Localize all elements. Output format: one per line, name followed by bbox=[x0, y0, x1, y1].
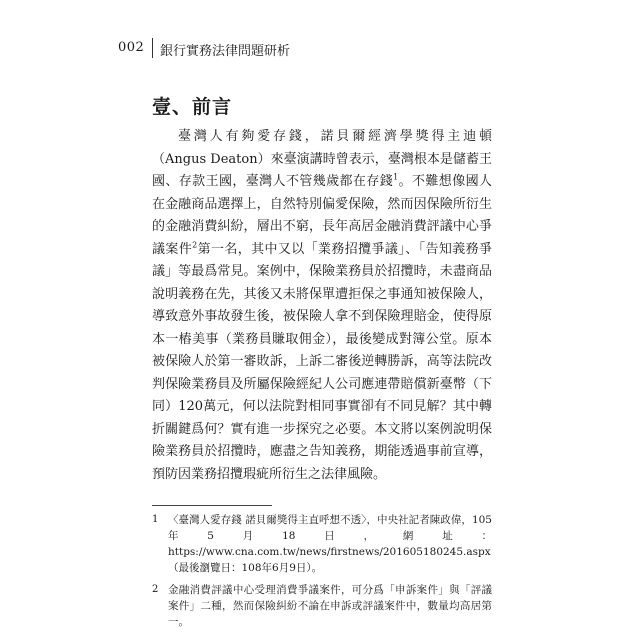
footnote-2 bbox=[152, 582, 492, 630]
footnote-number: 2 bbox=[152, 584, 159, 595]
footnote-text: 〈臺灣人愛存錢 諾貝爾獎得主直呼想不透〉，中央社記者陳政偉，105年5月18日，網址：https://www.cna.com.tw/news/firstnews/201605180245.aspx（最後瀏覽日：108年6月9日）。 bbox=[168, 514, 492, 574]
footnote-text: 金融消費評議中心受理消費爭議案件，可分爲「申訴案件」與「評議案件」二種，然而保險糾紛不論在申訴或評議案件中，數量均高居第一。 bbox=[168, 584, 492, 628]
footnote-divider bbox=[152, 505, 272, 506]
page-number: 002 bbox=[118, 40, 145, 55]
body-text-part-3: 第一名，其中又以「業務招攬爭議」、「告知義務爭議」等最爲常見。案例中，保險業務員於招攬時，未盡商品說明義務在先，其後又未將保單遭拒保之事通知被保險人，導致意外事故發生後，被保險人拿不到保險理賠金，使得原本一樁美事（業務員賺取佣金），最後變成對簿公堂。原本被保險人於第一審敗訴，上訴二審後逆轉勝訴，高等法院改判保險業務員及所屬保險經紀人公司應連帶賠償新臺幣（下同）120萬元，何以法院對相同事實卻有不同見解？其中轉折關鍵爲何？實有進一步探究之必要。本文將以案例說明保險業務員於招攬時，應盡之告知義務，期能透過事前宣導，預防因業務招攬瑕疵所衍生之法律風險。 bbox=[152, 241, 492, 482]
footnote-ref-1: 1 bbox=[393, 172, 399, 182]
footnote-1 bbox=[152, 512, 492, 576]
body-text-part-2: 。不難想像國人在金融商品選擇上，自然特別偏愛保險，然而因保險所衍生的金融消費糾紛，層出不窮，長年高居金融消費評議中心爭議案件 bbox=[152, 174, 492, 257]
body-paragraph bbox=[152, 126, 492, 486]
header-divider bbox=[152, 38, 153, 58]
section-title: 壹、前言 bbox=[152, 96, 233, 118]
running-title: 銀行實務法律問題研析 bbox=[160, 44, 291, 59]
footnote-ref-2: 2 bbox=[192, 240, 198, 250]
running-header bbox=[118, 38, 518, 64]
body-text-part-1: 臺灣人有夠愛存錢，諾貝爾經濟學獎得主迪頓（Angus Deaton）來臺演講時曾表示，臺灣根本是儲蓄王國、存款王國，臺灣人不管幾歲都在存錢 bbox=[152, 129, 492, 189]
footnotes bbox=[152, 512, 492, 636]
footnote-number: 1 bbox=[152, 514, 159, 525]
